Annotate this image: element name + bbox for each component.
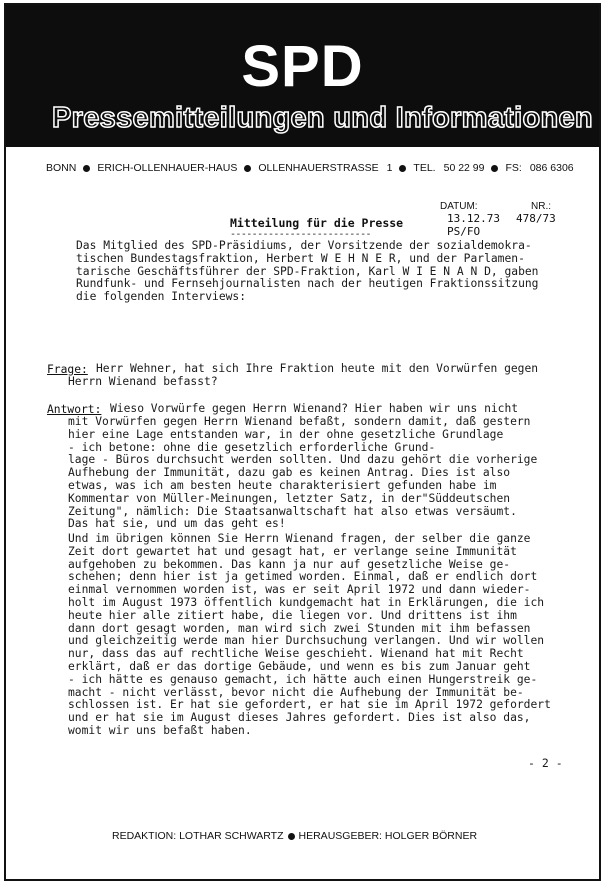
footer-herausgeber: HERAUSGEBER: HOLGER BÖRNER [298,830,478,842]
bullet-icon [83,165,90,172]
text-line: tischen Bundestagsfraktion, Herbert W E H N E R, und der Parlamen- [76,251,525,265]
text-line: die folgenden Interviews: [76,290,247,304]
antwort-first-line [110,403,518,416]
document-title: Mitteilung für die Presse [230,216,404,230]
text-line: schehen; denn hier ist ja getimed worden. Einmal, daß er endlich dort [68,570,538,584]
bullet-icon [399,165,406,172]
text-line: Und im übrigen können Sie Herrn Wienand fragen, der selber die ganze [68,532,531,545]
text-line: Aufhebung der Immunität, dazu gab es keinen Antrag. Dies ist also [68,466,511,480]
text-line: und gleichzeitig werde man hier Durchsuchung verlangen. Und wir wollen [68,634,545,648]
fs-number: 086 6306 [529,162,574,174]
text-line: Zeitung", nämlich: Die Staatsanwaltschaft hat also etwas versäumt. [68,504,517,518]
text-line: heute hier alle zitiert habe, die liegen vor. Und drittens ist ihm [68,608,517,622]
footer-line [112,830,477,842]
text-line: und er hat sie im August dieses Jahres gefordert. Dies ist also das, [68,711,531,725]
frage-label: Frage: [47,363,88,376]
text-line: - ich betone: ohne die gesetzlich erforderliche Grund- [68,440,436,454]
nr-label: NR.: [531,201,551,212]
header-banner [6,5,599,147]
text-line: Das hat sie, und um das geht es! [68,517,286,531]
datum-label: DATUM: [440,201,478,212]
text-line: Herr Wehner, hat sich Ihre Fraktion heute mit den Vorwürfen gegen [96,362,539,375]
antwort-text [68,416,537,531]
text-line: nur, dass das auf rechtliche Weise geschieht. Wienand hat mit Recht [68,647,524,661]
frage-text [68,362,539,389]
text-line: macht - nicht verlässt, bevor nicht die Aufhebung der Immunität be- [68,685,524,699]
text-line: Zeit dort gewartet hat und gesagt hat, er verlange seine Immunität [68,544,517,558]
text-line: holt im August 1973 öffentlich kundgemacht hat in Erklärungen, die ich [68,595,545,609]
paragraph-2 [68,533,551,738]
address-street: OLLENHAUERSTRASSE [258,162,379,174]
text-line: Herrn Wienand befasst? [68,374,218,388]
datum-value: 13.12.73 [447,212,500,225]
footer-redaktion: REDAKTION: LOTHAR SCHWARTZ [112,830,284,842]
text-line: etwas, was ich am besten heute charakterisiert gefunden habe im [68,478,497,492]
text-line: einmal vernommen worden ist, was er seit April 1972 und dann wieder- [68,583,531,597]
text-line: aufgehoben zu bekommen. Das kann ja nur auf gesetzliche Weise ge- [68,557,511,571]
text-line: lage - Büros durchsucht werden sollten. Und dazu gehört die vorherige [68,453,538,467]
bullet-icon [491,165,498,172]
spd-logo: SPD [241,34,364,99]
bullet-icon [288,833,295,840]
text-line: womit wir uns befaßt haben. [68,723,252,737]
text-line: Rundfunk- und Fernsehjournalisten nach der heutigen Fraktionssitzung [76,277,539,291]
tel-number: 50 22 99 [443,162,485,174]
antwort-label: Antwort: [47,403,102,416]
nr-value: 478/73 [516,212,556,225]
text-line: Wieso Vorwürfe gegen Herrn Wienand? Hier haben wir uns nicht [110,402,519,415]
address-line [46,162,576,174]
intro-paragraph [76,240,539,304]
document-title-rule: -------------------------- [230,229,371,240]
address-building: ERICH-OLLENHAUER-HAUS [97,162,238,174]
text-line: Das Mitglied des SPD-Präsidiums, der Vorsitzende der sozialdemokra- [76,239,532,252]
text-line: - ich hätte es genauso gemacht, ich hätte auch einen Hungerstreik ge- [68,672,538,686]
text-line: schlossen ist. Er hat sie gefordert, er hat sie im April 1972 gefordert [68,698,551,712]
text-line: dann dort gesagt worden, man wird sich zwei Stunden mit ihm befassen [68,621,531,635]
fs-label: FS: [505,162,522,174]
text-line: erklärt, daß er das dortige Gebäude, und wenn es bis zum Januar geht [68,659,531,673]
kuerzel: PS/FO [447,225,481,238]
address-city: BONN [46,162,77,174]
text-line: mit Vorwürfen gegen Herrn Wienand befaßt, sondern damit, daß gestern [68,415,531,428]
page-number: - 2 - [528,756,563,770]
text-line: hier eine Lage entstanden war, in der ohne gesetzliche Grundlage [68,427,504,441]
address-number: 1 [386,162,393,174]
header-subtitle: Pressemitteilungen und Informationen [52,102,593,134]
tel-label: TEL. [413,162,436,174]
bullet-icon [244,165,251,172]
text-line: tarische Geschäftsführer der SPD-Fraktion, Karl W I E N A N D, gaben [76,264,539,278]
text-line: Kommentar von Müller-Meinungen, letzter Satz, in der"Süddeutschen [68,491,511,505]
